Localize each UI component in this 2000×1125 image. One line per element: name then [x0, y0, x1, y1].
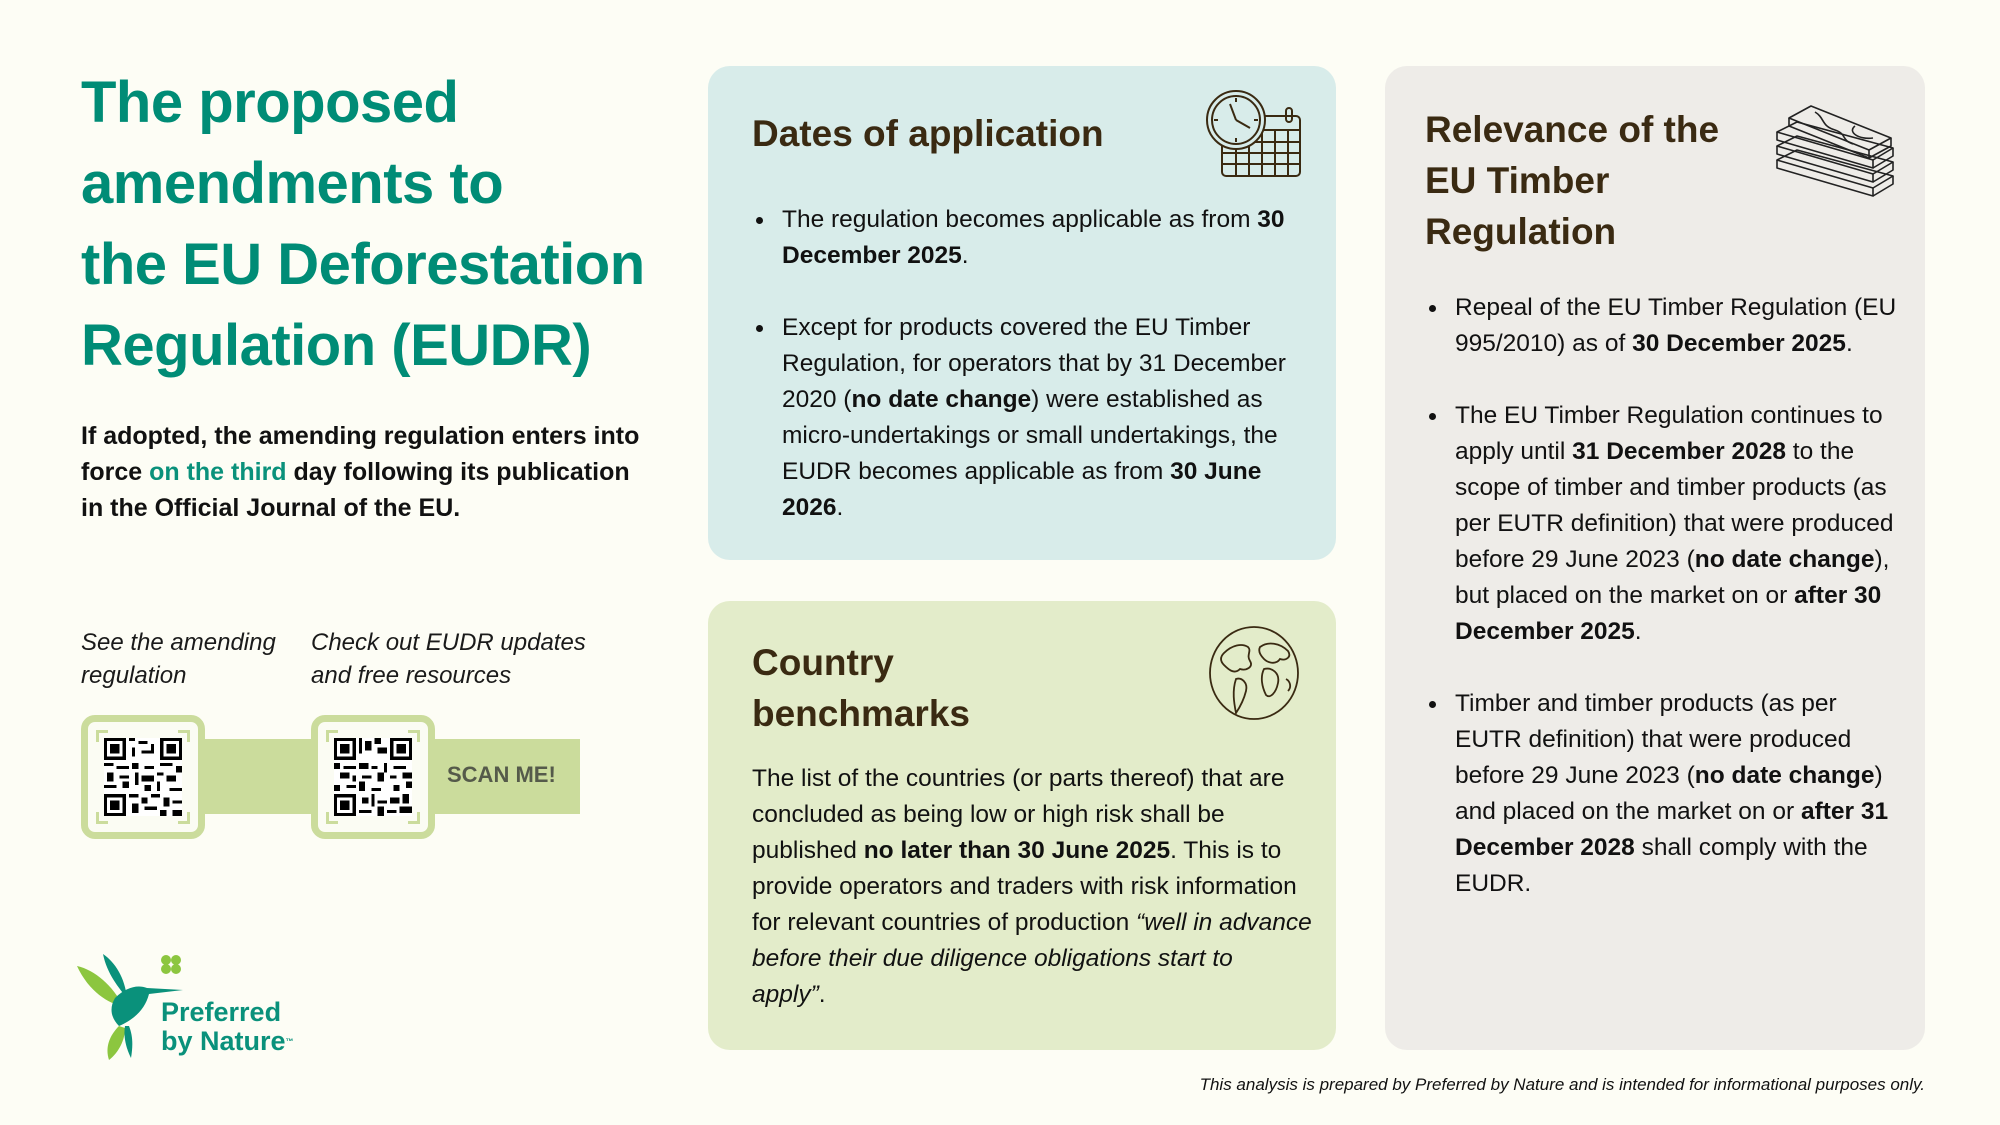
qr-caption-resources: Check out EUDR updates and free resources — [311, 629, 586, 689]
dates-bullet-list — [752, 202, 1312, 526]
timber-bullet: The EU Timber Regulation continues to apply until 31 December 2028 to the scope of timber and timber products (as per EUTR definition) that were produced before 29 June 2023 (no date change), but placed on the market on or after 30 December 2025. — [1425, 398, 1905, 650]
qr-code-resources[interactable] — [311, 715, 435, 839]
qr-caption-regulation: See the amending regulation — [81, 629, 276, 689]
subtitle-highlight: on the third — [149, 458, 287, 486]
disclaimer-footer: This analysis is prepared by Preferred by Nature and is intended for informational purposes only. — [1199, 1075, 1925, 1094]
dates-bullet: Except for products covered the EU Timber Regulation, for operators that by 31 December 2020 (no date change) were established as micro-undertakings or small undertakings, the EUDR becomes applicable as from 30 June 2026. — [752, 310, 1312, 526]
country-benchmarks-card — [708, 601, 1336, 1050]
title-line: The proposed — [81, 70, 459, 135]
page-title — [81, 62, 681, 386]
qr-code-regulation[interactable] — [81, 715, 205, 839]
logo-line-1: Preferred — [161, 997, 282, 1027]
dates-bullet: The regulation becomes applicable as from 30 December 2025. — [752, 202, 1312, 274]
benchmarks-paragraph: The list of the countries (or parts thereof) that are concluded as being low or high risk shall be published no later than 30 June 2025. This is to provide operators and traders with risk information for relevant countries of production “well in advance before their due diligence obligations start to apply”. — [752, 765, 1312, 1008]
eu-timber-regulation-card — [1385, 66, 1925, 1050]
logo-line-2: by Nature™ — [161, 1026, 294, 1056]
title-line: Regulation (EUDR) — [81, 313, 592, 378]
timber-planks-icon — [1775, 104, 1895, 208]
qr-code-icon — [104, 738, 182, 816]
card-title: Relevance of the EU Timber Regulation — [1425, 109, 1720, 252]
subtitle-text: day following its publication in the Official Journal of the EU. — [81, 458, 630, 522]
timber-bullet: Repeal of the EU Timber Regulation (EU 995/2010) as of 30 December 2025. — [1425, 290, 1905, 362]
entry-into-force-note — [81, 418, 641, 526]
dates-of-application-card — [708, 66, 1336, 560]
timber-bullet-list — [1425, 290, 1905, 902]
scan-me-label: SCAN ME! — [447, 762, 556, 787]
title-line: amendments to — [81, 151, 504, 216]
preferred-by-nature-logo — [75, 948, 335, 1068]
qr-code-icon — [334, 738, 412, 816]
timber-bullet: Timber and timber products (as per EUTR definition) that were produced before 29 June 2023 (no date change) and placed on the market on or after 31 December 2028 shall comply with the EUDR. — [1425, 686, 1905, 902]
card-title: Country benchmarks — [752, 642, 970, 734]
clock-calendar-icon — [1206, 86, 1304, 180]
title-line: the EU Deforestation — [81, 232, 645, 297]
globe-icon — [1206, 625, 1302, 721]
card-title: Dates of application — [752, 113, 1104, 154]
subtitle-text: If adopted, the amending regulation enters into force — [81, 422, 640, 486]
